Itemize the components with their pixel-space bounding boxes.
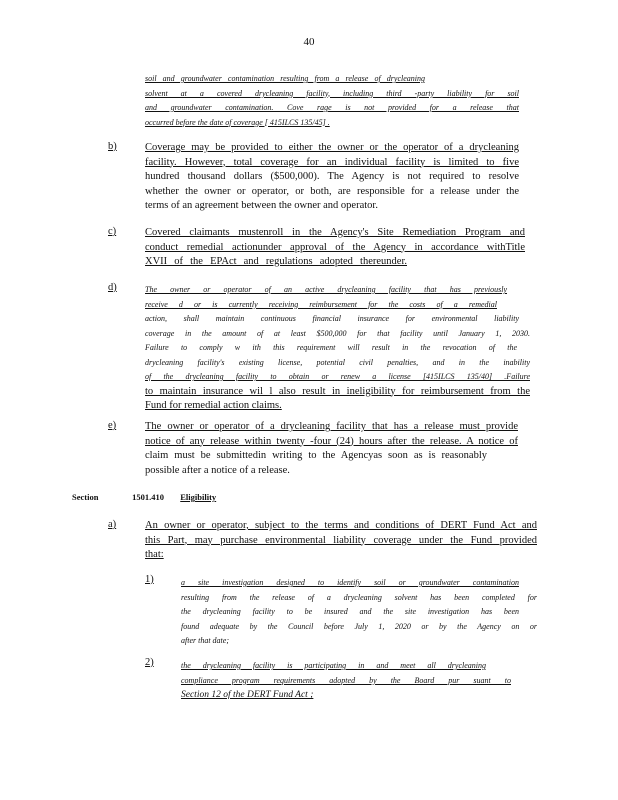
text-line: the drycleaning facility to be insured and the site investigation has been xyxy=(181,607,519,616)
paragraph-label-c: c) xyxy=(108,226,117,237)
text-line: and groundwater contamination. Cove rage is not provided for a release that xyxy=(145,103,519,112)
text-line: occurred before the date of coverage [ 415ILCS 135/45] . xyxy=(145,117,330,127)
text-line: whether the owner or operator, or both, are responsible for a release under the xyxy=(145,185,519,197)
paragraph-label-b: b) xyxy=(108,141,117,152)
section-title: Eligibility xyxy=(180,492,217,502)
text-line: XVII of the EPAct and regulations adopted thereunder. xyxy=(145,256,407,267)
paragraph-b xyxy=(145,141,519,214)
text-line: that: xyxy=(145,549,164,560)
text-line: conduct remedial actionunder approval of the Agency in accordance withTitle xyxy=(145,241,525,253)
text-line: solvent at a covered drycleaning facility, including third -party liability for soil xyxy=(145,88,519,98)
text-line: action, shall maintain continuous financial insurance for environmental liability xyxy=(145,314,519,323)
text-line: of the drycleaning facility to obtain or renew a license [415ILCS 135/40] .Failure xyxy=(145,372,530,381)
text-line: receive d or is currently receiving reimbursement for the costs of a remedial xyxy=(145,299,497,309)
text-line: facility. However, total coverage for an individual facility is limited to five xyxy=(145,156,519,168)
item-2 xyxy=(181,659,511,703)
text-line: claim must be submittedin writing to the Agencyas soon as is reasonably xyxy=(145,450,487,461)
text-line: coverage in the amount of at least $500,000 for that facility until January 1, 2030. xyxy=(145,328,530,338)
paragraph-label-e: e) xyxy=(108,420,117,431)
page-number: 40 xyxy=(303,36,315,48)
paragraph-d xyxy=(145,283,530,414)
paragraph-label-d: d) xyxy=(108,282,117,293)
text-line: Section 12 of the DERT Fund Act ; xyxy=(181,690,314,700)
paragraph-intro xyxy=(145,72,519,130)
text-line: notice of any release within twenty -four (24) hours after the release. A notice of xyxy=(145,435,518,447)
paragraph-c xyxy=(145,226,525,270)
text-line: Coverage may be provided to either the owner or the operator of a drycleaning xyxy=(145,142,519,153)
text-line: The owner or operator of a drycleaning facility that has a release must provide xyxy=(145,421,518,432)
item-1 xyxy=(181,576,537,649)
text-line: compliance program requirements adopted by the Board pur suant to xyxy=(181,675,511,685)
text-line: Fund for remedial action claims. xyxy=(145,400,282,411)
text-line: found adequate by the Council before July 1, 2020 or by the Agency on or xyxy=(181,621,537,631)
section-word: Section xyxy=(72,492,99,502)
item-label-2: 2) xyxy=(145,657,154,668)
text-line: An owner or operator, subject to the terms and conditions of DERT Fund Act and xyxy=(145,520,537,531)
text-line: a site investigation designed to identify soil or groundwater contamination xyxy=(181,578,519,587)
paragraph-a xyxy=(145,519,537,563)
text-line: the drycleaning facility is participating in and meet all drycleaning xyxy=(181,661,486,670)
text-line: The owner or operator of an active drycleaning facility that has previously xyxy=(145,285,507,294)
paragraph-e xyxy=(145,420,518,478)
text-line: drycleaning facility's existing license, potential civil penalties, and in the inability xyxy=(145,357,530,367)
text-line: to maintain insurance wil l also result in ineligibility for reimbursement from the xyxy=(145,385,530,397)
text-line: terms of an agreement between the owner and operator. xyxy=(145,200,378,211)
text-line: soil and groundwater contamination resulting from a release of drycleaning xyxy=(145,74,425,83)
text-line: resulting from the release of a drycleaning solvent has been completed for xyxy=(181,592,537,602)
text-line: Covered claimants mustenroll in the Agency's Site Remediation Program and xyxy=(145,227,525,238)
text-line: possible after a notice of a release. xyxy=(145,464,290,476)
text-line: hundred thousand dollars ($500,000). The Agency is not required to resolve xyxy=(145,171,519,182)
text-line: this Part, may purchase environmental liability coverage under the Fund provided xyxy=(145,534,537,546)
section-heading xyxy=(72,492,240,502)
text-line: after that date; xyxy=(181,636,229,645)
section-number: 1501.410 xyxy=(132,492,164,502)
text-line: Failure to comply w ith this requirement will result in the revocation of the xyxy=(145,343,517,352)
item-label-1: 1) xyxy=(145,574,154,585)
paragraph-label-a: a) xyxy=(108,519,117,530)
